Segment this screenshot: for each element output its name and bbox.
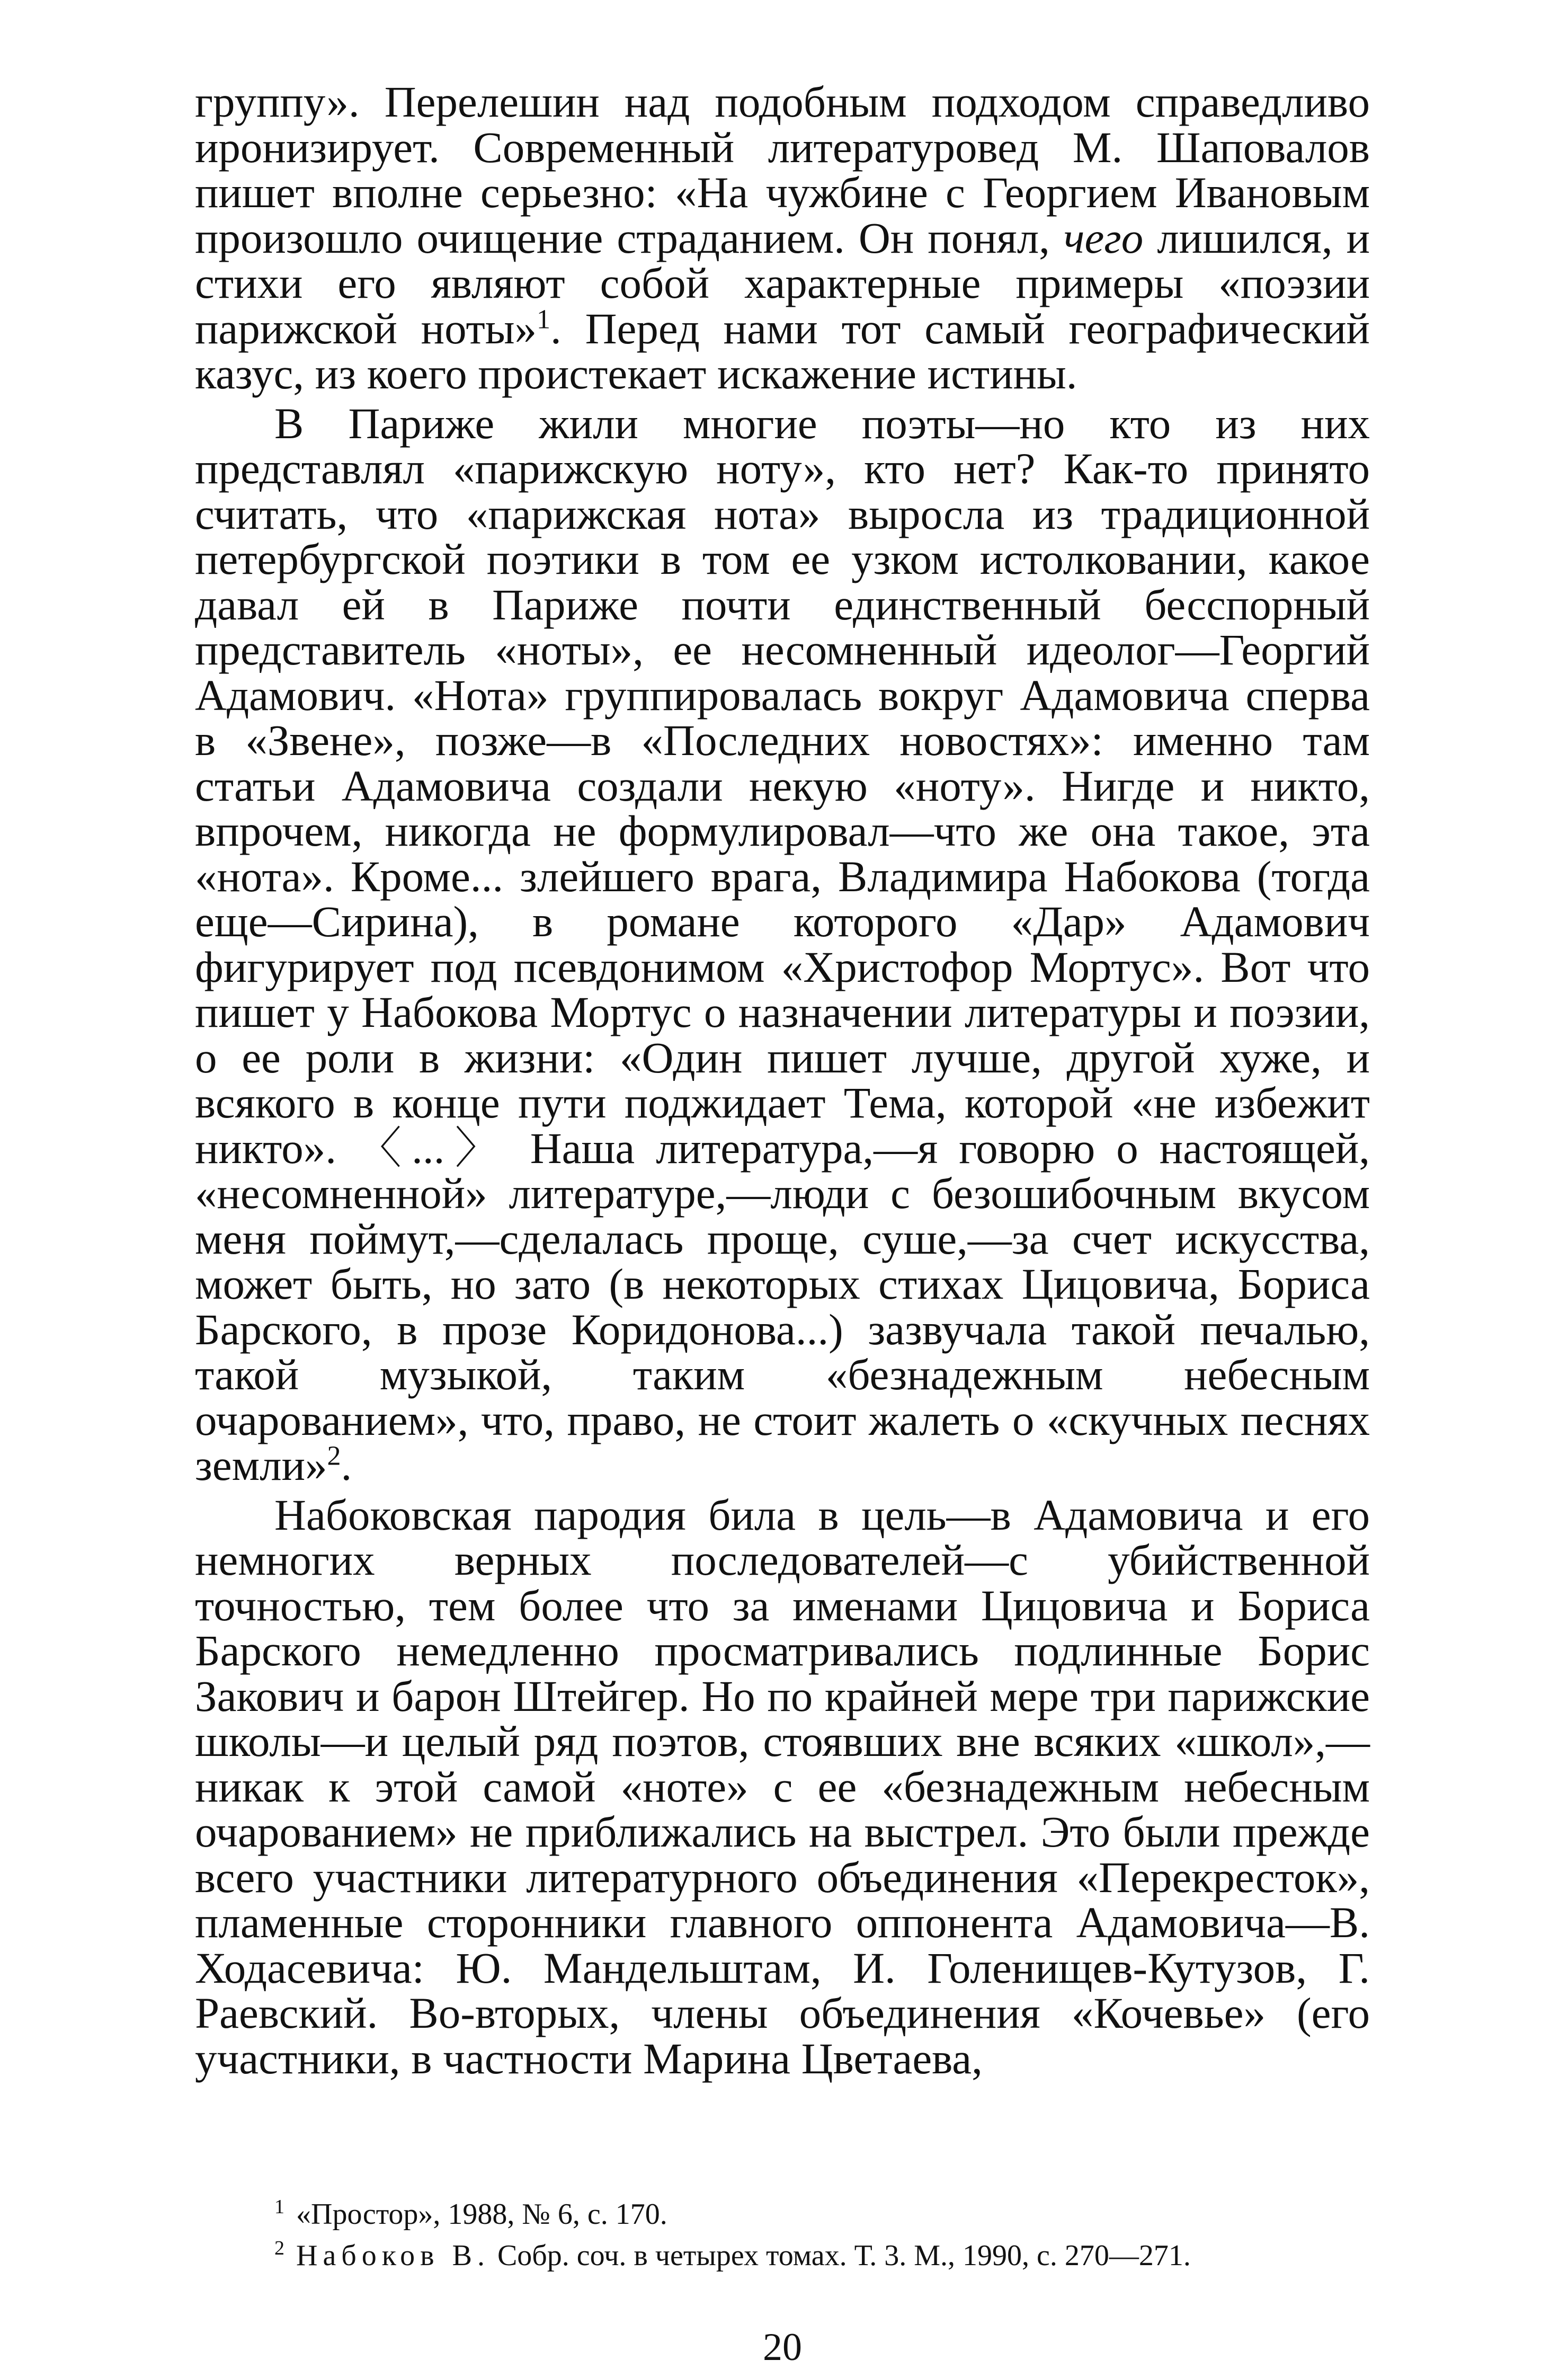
footnote-2-mark: 2 (274, 2237, 284, 2260)
emphasis-word: чего (1063, 213, 1144, 262)
footnote-1 (274, 2194, 1370, 2235)
paragraph-3 (195, 1490, 1370, 2083)
footnote-1-mark: 1 (274, 2196, 284, 2219)
paragraph-1-text-a: группу». Перелешин над подобным подходом справедливо иронизирует. Современный литературовед М. Шаповалов пишет вполне серьезно: «На чужбине с Георгием Ивановым произошло очищение страданием. Он понял, (195, 77, 1370, 262)
footnote-2 (274, 2235, 1370, 2276)
footnotes (274, 2194, 1370, 2276)
footnote-1-text: «Простор», 1988, № 6, с. 170. (296, 2198, 667, 2231)
paragraph-2-text: В Париже жили многие поэты—но кто из них представлял «парижскую ноту», кто нет? Как-то принято считать, что «парижская нота» выросла из традиционной петербургской поэтики в том ее узком истолковании, какое давал ей в Париже почти единственный бесспорный представитель «ноты», ее несомненный идеолог—Георгий Адамович. «Нота» группировалась вокруг Адамовича сперва в «Звене», позже—в «Последних новостях»: именно там статьи Адамовича создали некую «ноту». Нигде и никто, впрочем, никогда не формулировал—что же она такое, эта «нота». Кроме... злейшего врага, Владимира Набокова (тогда еще—Сирина), в романе которого «Дар» Адамович фигурирует под псевдонимом «Христофор Мортус». Вот что пишет у Набокова Мортус о назначении литературы и поэзии, о ее роли в жизни: «Один пишет лучше, другой хуже, и всякого в конце пути поджидает Тема, которой «не избежит никто». 〈...〉 Наша литература,—я говорю о настоящей, «несомненной» литературе,—люди с безошибочным вкусом меня поймут,—сделалась проще, суше,—за счет искусства, может быть, но зато (в некоторых стихах Цицовича, Бориса Барского, в прозе Коридонова...) зазвучала такой печалью, такой музыкой, таким «безнадежным небесным очарованием», что, право, не стоит жалеть о «скучных песнях земли» (195, 398, 1370, 1489)
footnote-ref-2[interactable]: 2 (327, 1441, 341, 1471)
paragraph-3-text: Набоковская пародия била в цель—в Адамовича и его немногих верных последователей—с убийственной точностью, тем более что за именами Цицовича и Бориса Барского немедленно просматривались подлинные Борис Закович и барон Штейгер. Но по крайней мере три парижские школы—и целый ряд поэтов, стоявших вне всяких «школ»,—никак к этой самой «ноте» с ее «безнадежным небесным очарованием» не приближались на выстрел. Это были прежде всего участники литературного объединения «Перекресток», пламенные сторонники главного оппонента Адамовича—В. Ходасевича: Ю. Мандельштам, И. Голенищев-Кутузов, Г. Раевский. Во-вторых, члены объединения «Кочевье» (его участники, в частности Марина Цветаева, (195, 1490, 1370, 2083)
book-page (195, 77, 1370, 2369)
page-number: 20 (763, 2326, 802, 2369)
footnote-2-author: Набоков В. (296, 2239, 490, 2272)
paragraph-2 (195, 398, 1370, 1489)
paragraph-1-text-b: лишился, и стихи его являют собой характерные примеры «поэзии парижской ноты» (195, 213, 1370, 353)
paragraph-1-text-c: . Перед нами тот самый географический казус, из коего проистекает искажение истины. (195, 304, 1370, 398)
footnote-ref-1[interactable]: 1 (537, 304, 551, 334)
paragraph-1 (195, 79, 1370, 397)
main-text (195, 79, 1370, 2081)
paragraph-2-text-after: . (341, 1441, 352, 1489)
footnote-2-text: Собр. соч. в четырех томах. Т. 3. М., 1990, с. 270—271. (489, 2239, 1191, 2272)
